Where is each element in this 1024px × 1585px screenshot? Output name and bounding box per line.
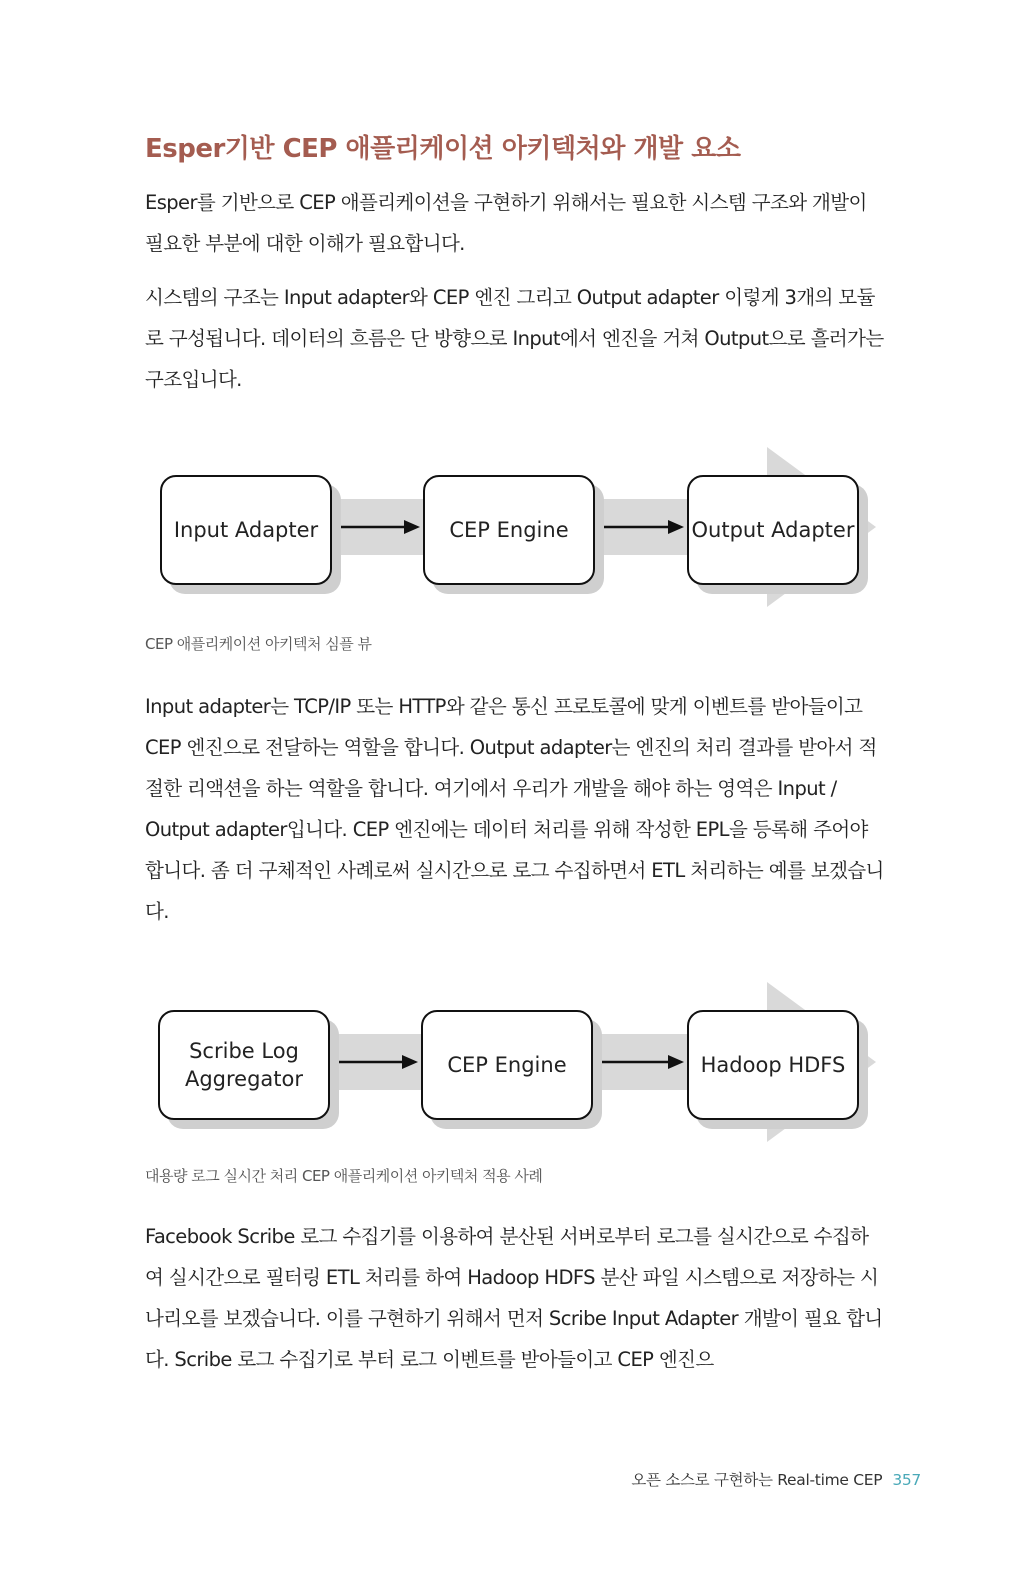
diagram-log-processing	[150, 980, 880, 1160]
node-output-adapter: Output Adapter	[687, 475, 859, 585]
paragraph-adapters: Input adapter는 TCP/IP 또는 HTTP와 같은 통신 프로토콜에 맞게 이벤트를 받아들이고 CEP 엔진으로 전달하는 역할을 합니다. Output adapter는 엔진의 처리 결과를 받아서 적절한 리액션을 하는 역할을 합니다. 여기에서 우리가 개발을 해야 하는 영역은 Input / Output adapter입니다. CEP 엔진에는 데이터 처리를 위해 작성한 EPL을 등록해 주어야 합니다. 좀 더 구체적인 사례로써 실시간으로 로그 수집하면서 ETL 처리하는 예를 보겠습니다.	[145, 695, 884, 923]
node-cep-engine: CEP Engine	[421, 1010, 593, 1120]
figure-caption-2: 대용량 로그 실시간 처리 CEP 애플리케이션 아키텍처 적용 사례	[145, 1167, 543, 1185]
section-heading: Esper기반 CEP 애플리케이션 아키텍처와 개발 요소	[145, 134, 741, 164]
node-hadoop-hdfs: Hadoop HDFS	[687, 1010, 859, 1120]
paragraph-scenario: Facebook Scribe 로그 수집기를 이용하여 분산된 서버로부터 로그를 실시간으로 수집하여 실시간으로 필터링 ETL 처리를 하여 Hadoop HDFS 분산 파일 시스템으로 저장하는 시나리오를 보겠습니다. 이를 구현하기 위해서 먼저 Scribe Input Adapter 개발이 필요 합니다. Scribe 로그 수집기로 부터 로그 이벤트를 받아들이고 CEP 엔진으	[145, 1225, 883, 1371]
page-footer	[631, 1468, 921, 1490]
node-scribe-log-aggregator: Scribe Log Aggregator	[158, 1010, 330, 1120]
paragraph-intro: Esper를 기반으로 CEP 애플리케이션을 구현하기 위해서는 필요한 시스템 구조와 개발이 필요한 부분에 대한 이해가 필요합니다.	[145, 191, 867, 255]
diagram-simple-view	[150, 445, 880, 625]
page-number: 357	[892, 1471, 921, 1489]
book-title: 오픈 소스로 구현하는 Real-time CEP	[631, 1471, 883, 1489]
node-input-adapter: Input Adapter	[160, 475, 332, 585]
figure-caption-1: CEP 애플리케이션 아키텍처 심플 뷰	[145, 635, 372, 653]
paragraph-structure: 시스템의 구조는 Input adapter와 CEP 엔진 그리고 Output adapter 이렇게 3개의 모듈로 구성됩니다. 데이터의 흐름은 단 방향으로 Input에서 엔진을 거쳐 Output으로 흘러가는 구조입니다.	[145, 286, 884, 391]
node-cep-engine: CEP Engine	[423, 475, 595, 585]
